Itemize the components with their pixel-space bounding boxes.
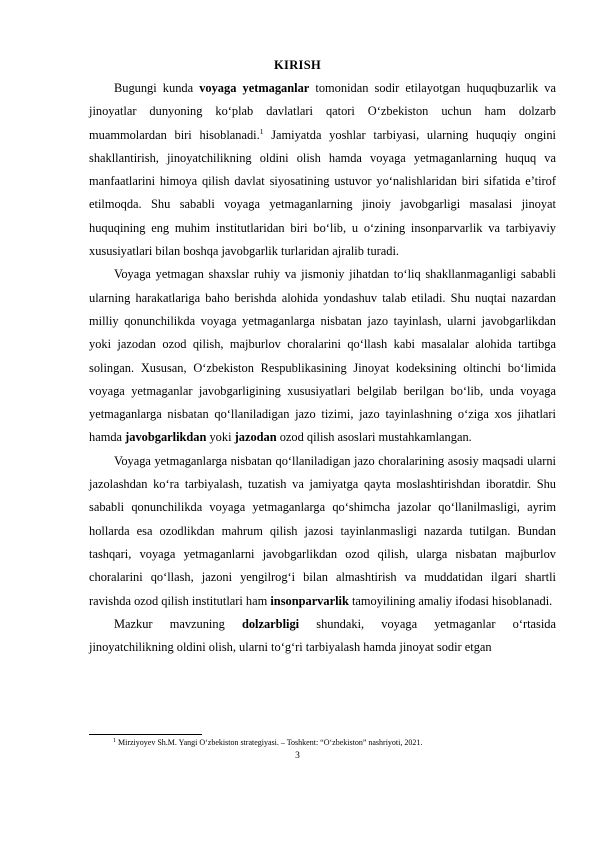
text-run: Mazkur mavzuning [114, 616, 242, 631]
text-run: Bugungi kunda [114, 81, 200, 95]
text-run: ozod qilish asoslari mustahkamlangan. [276, 430, 472, 445]
footnote-text: Mirziyoyev Sh.M. Yangi O‘zbekiston strategiyasi. – Toshkent: “O‘zbekiston” nashriyoti, 2021. [116, 738, 423, 747]
paragraph-1 [89, 77, 556, 263]
text-run: Voyaga yetmagan shaxslar ruhiy va jismoniy jihatdan to‘liq shakllanmaganligi sababli ularning harakatlariga baho berishda alohida yondashuv talab etiladi. Shu nuqtai nazardan milliy qonunchilikda voyaga yetmaganlarga nisbatan jazo tayinlash, ularni javobgarlikdan yoki jazodan ozod qilish, majburlov choralarini qo‘llash kabi masalalar alohida tartibga solingan. Xususan, O‘zbekiston Respublikasining Jinoyat kodeksining oltinchi bo‘limida voyaga yetmaganlar javobgarligining xususiyatlari belgilab berilgan bo‘lib, unda voyaga yetmaganlarga nisbatan qo‘llaniladigan jazo tizimi, jazo tayinlashning o‘ziga xos jihatlari hamda [89, 267, 556, 445]
body-text [89, 77, 556, 659]
text-run: tomonidan sodir etilayotgan huquqbuzarlik va jinoyatlar dunyoning ko‘plab davlatlari qatori O‘zbekiston uchun ham dolzarb muammolardan biri hisoblanadi. [89, 81, 556, 142]
text-run: shundaki, voyaga yetmaganlar o‘rtasida jinoyatchilikning oldini olish, ularni to‘g‘ri tarbiyalash hamda jinoyat sodir etgan [89, 616, 556, 655]
text-run: Voyaga yetmaganlarga nisbatan qo‘llaniladigan jazo choralarining asosiy maqsadi ularni jazolashdan ko‘ra tarbiyalash, tuzatish va jamiyatga qayta moslashtirishdan iboratdir. Shu sababli qonunchilikda voyaga yetmaganlarga qo‘shimcha jazolar qo‘llanilmasligi, ayrim hollarda esa ozodlikdan mahrum qilish jazosi tayinlanmasligi nazarda tutilgan. Bundan tashqari, voyaga yetmaganlarni javobgarlikdan ozod qilish, ularga nisbatan majburlov choralarini qo‘llash, jazoni yengilrog‘i bilan almashtirish va muddatidan ilgari shartli ravishda ozod qilish institutlari ham [89, 453, 556, 608]
paragraph-3 [89, 450, 556, 613]
bold-term: voyaga yetmaganlar [199, 81, 310, 95]
page-title: KIRISH [274, 58, 321, 72]
footnote-number: 1 [113, 738, 116, 744]
text-run: tamoyilining amaliy ifodasi hisoblanadi. [348, 593, 553, 608]
bold-term: insonparvarlik [270, 593, 349, 608]
footnote [113, 738, 422, 747]
paragraph-4 [89, 613, 556, 660]
footnote-separator [89, 734, 202, 735]
footnote-reference[interactable]: 1 [259, 126, 264, 136]
page-number: 3 [295, 751, 300, 761]
bold-term: dolzarbligi [241, 616, 300, 631]
bold-term: jazodan [234, 430, 277, 445]
text-run: yoki [206, 430, 235, 445]
text-run: Jamiyatda yoshlar tarbiyasi, ularning huquqiy ongini shakllantirish, jinoyatchilikning oldini olish hamda voyaga yetmaganlarning huquq va manfaatlarini himoya qilish davlat siyosatining ustuvor yo‘nalishlaridan biri sifatida e’tirof etilmoqda. Shu sababli voyaga yetmaganlarning jinoiy javobgarligi masalasi jinoyat huquqining eng muhim institutlaridan biri bo‘lib, u o‘zining insonparvarlik va tarbiyaviy xususiyatlari bilan boshqa javobgarlik turlaridan ajralib turadi. [89, 127, 556, 259]
paragraph-2 [89, 263, 556, 449]
bold-term: javobgarlikdan [125, 430, 207, 445]
